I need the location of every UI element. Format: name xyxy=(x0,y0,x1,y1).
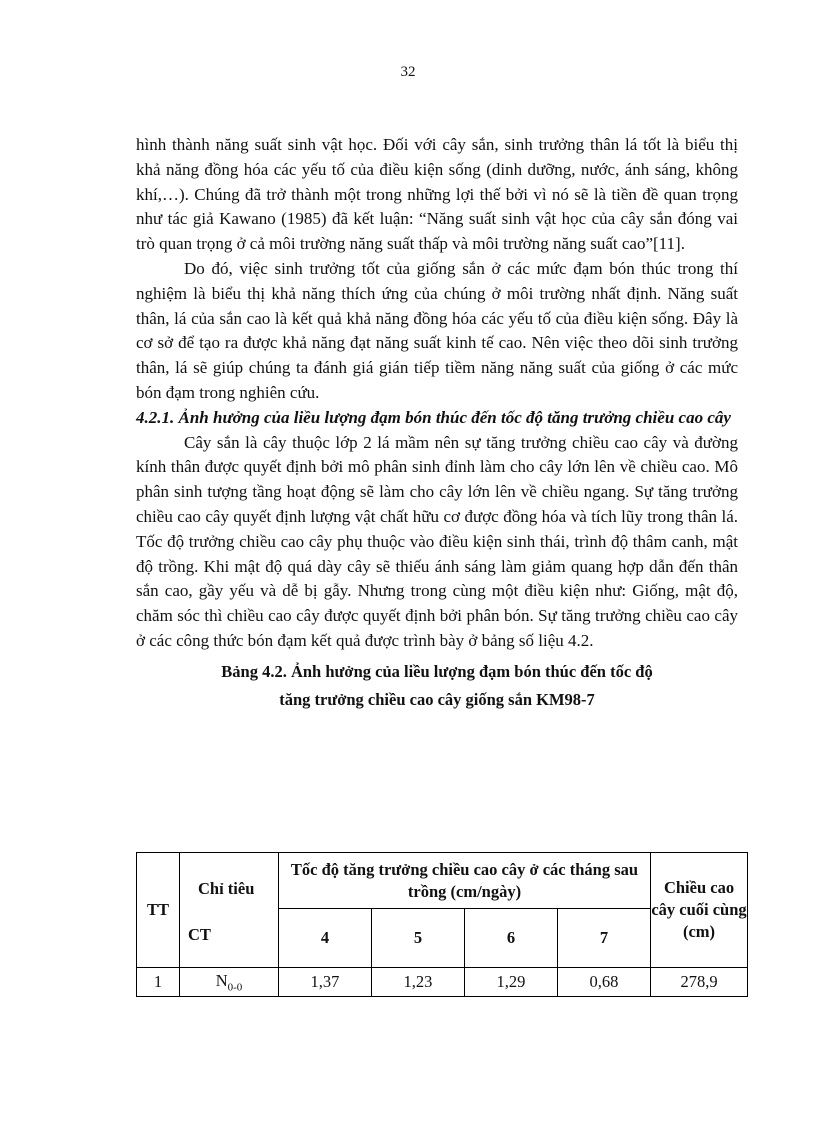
cell-month-6: 1,29 xyxy=(464,968,557,997)
cell-ct: $N_{0-0}$ xyxy=(180,968,279,997)
header-growth-rate-group: Tốc độ tăng trưởng chiều cao cây ở các tháng sau trồng (cm/ngày) xyxy=(279,853,651,909)
section-heading: 4.2.1. Ảnh hưởng của liều lượng đạm bón thúc đến tốc độ tăng trưởng chiều cao cây xyxy=(136,407,731,427)
paragraph-1: hình thành năng suất sinh vật học. Đối với cây sắn, sinh trưởng thân lá tốt là biểu thị khả năng đồng hóa các yếu tố của điều kiện sống (dinh dưỡng, nước, ánh sáng, không khí,…). Chúng đã trở thành một trong những lợi thế bởi vì nó sẽ là tiền đề quan trọng như tác giả Kawano (1985) đã kết luận: “Năng suất sinh vật học của cây sắn đóng vai trò quan trọng ở cả môi trường năng suất thấp và môi trường năng suất cao”[11]. xyxy=(136,135,738,254)
table-row xyxy=(137,968,748,997)
cell-month-4: 1,37 xyxy=(279,968,372,997)
document-body xyxy=(136,133,738,714)
paragraph-2: Do đó, việc sinh trưởng tốt của giống sắn ở các mức đạm bón thúc trong thí nghiệm là biểu thị khả năng thích ứng của chúng ở môi trường nhất định. Năng suất thân, lá của sắn cao là kết quả khả năng đồng hóa các yếu tố của điều kiện sống. Đây là cơ sở để tạo ra được khả năng đạt năng suất kinh tế cao. Nên việc theo dõi sinh trưởng thân, lá sẽ giúp chúng ta đánh giá gián tiếp tiềm năng năng suất của giống ở các mức bón đạm trong nghiên cứu. xyxy=(136,258,738,402)
header-chi-tieu-ct xyxy=(180,853,279,968)
table-caption xyxy=(136,658,738,714)
header-month-4: 4 xyxy=(279,909,372,968)
paragraph-3: Cây sắn là cây thuộc lớp 2 lá mầm nên sự tăng trưởng chiều cao cây và đường kính thân được quyết định bởi mô phân sinh đỉnh làm cho cây lớn lên về chiều cao. Mô phân sinh tượng tầng hoạt động sẽ làm cho cây lớn lên về chiều ngang. Sự tăng trưởng chiều cao cây quyết định lượng vật chất hữu cơ được đồng hóa và tích lũy trong thân lá. Tốc độ trưởng chiều cao cây phụ thuộc vào điều kiện sinh thái, trình độ thâm canh, mật độ trồng. Khi mật độ quá dày cây sẽ thiếu ánh sáng làm giảm quang hợp dẫn đến thân sắn cao, gầy yếu và dễ bị gẫy. Nhưng trong cùng một điều kiện như: Giống, mật độ, chăm sóc thì chiều cao cây được quyết định bởi phân bón. Sự tăng trưởng chiều cao cây ở các công thức bón đạm kết quả được trình bày ở bảng số liệu 4.2. xyxy=(136,432,738,650)
header-chi-tieu: Chỉ tiêu xyxy=(198,879,255,898)
header-final-height: Chiều cao cây cuối cùng (cm) xyxy=(651,853,748,968)
cell-final-height: 278,9 xyxy=(651,968,748,997)
growth-rate-table xyxy=(136,852,748,997)
cell-month-5: 1,23 xyxy=(371,968,464,997)
page-number: 32 xyxy=(400,64,416,80)
header-ct: CT xyxy=(188,925,211,944)
header-month-6: 6 xyxy=(464,909,557,968)
cell-tt: 1 xyxy=(137,968,180,997)
header-month-7: 7 xyxy=(557,909,650,968)
table-header-row-1 xyxy=(137,853,748,909)
table-caption-line-1: Bảng 4.2. Ảnh hưởng của liều lượng đạm bón thúc đến tốc độ xyxy=(221,661,653,681)
header-month-5: 5 xyxy=(371,909,464,968)
header-tt: TT xyxy=(137,853,180,968)
cell-month-7: 0,68 xyxy=(557,968,650,997)
table-caption-line-2: tăng trưởng chiều cao cây giống sắn KM98-7 xyxy=(279,689,595,709)
